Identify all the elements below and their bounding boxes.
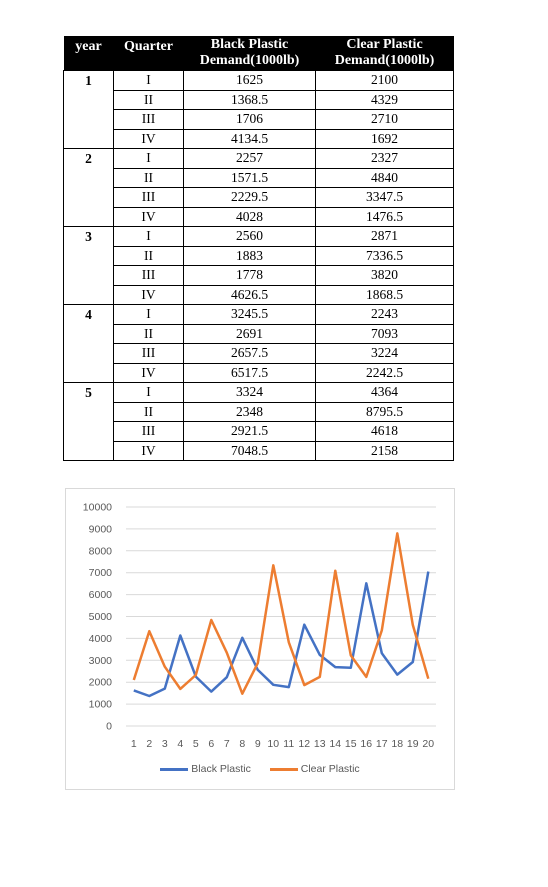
black-demand-cell: 2921.5 — [184, 422, 316, 442]
chart-plot — [66, 489, 454, 789]
table-row — [64, 246, 454, 266]
quarter-cell: III — [114, 422, 184, 442]
x-tick-label: 12 — [298, 738, 311, 750]
header-year: year — [64, 36, 114, 71]
demand-table — [63, 36, 454, 461]
quarter-cell: IV — [114, 441, 184, 461]
table-row — [64, 168, 454, 188]
x-tick-label: 14 — [329, 738, 342, 750]
year-cell — [64, 110, 114, 130]
year-cell — [64, 285, 114, 305]
x-tick-label: 9 — [254, 738, 261, 750]
table-row — [64, 110, 454, 130]
quarter-cell: IV — [114, 207, 184, 227]
x-tick-label: 11 — [283, 738, 295, 750]
table-row — [64, 90, 454, 110]
black-demand-cell: 6517.5 — [184, 363, 316, 383]
year-cell — [64, 129, 114, 149]
clear-demand-cell: 1692 — [316, 129, 454, 149]
quarter-cell: IV — [114, 285, 184, 305]
quarter-cell: IV — [114, 129, 184, 149]
year-cell — [64, 441, 114, 461]
x-tick-label: 17 — [375, 738, 388, 750]
quarter-cell: I — [114, 149, 184, 169]
clear-demand-cell: 4364 — [316, 383, 454, 403]
black-demand-cell: 3324 — [184, 383, 316, 403]
clear-demand-cell: 3347.5 — [316, 188, 454, 208]
clear-demand-cell: 4618 — [316, 422, 454, 442]
clear-demand-cell: 8795.5 — [316, 402, 454, 422]
quarter-cell: III — [114, 266, 184, 286]
quarter-cell: IV — [114, 363, 184, 383]
table-body — [64, 71, 454, 461]
black-demand-cell: 2257 — [184, 149, 316, 169]
black-demand-cell: 1368.5 — [184, 90, 316, 110]
table-row — [64, 266, 454, 286]
quarter-cell: II — [114, 402, 184, 422]
table-row — [64, 402, 454, 422]
clear-demand-cell: 1868.5 — [316, 285, 454, 305]
table-row — [64, 441, 454, 461]
x-tick-label: 7 — [223, 738, 230, 750]
black-demand-cell: 2657.5 — [184, 344, 316, 364]
quarter-cell: I — [114, 227, 184, 247]
quarter-cell: I — [114, 383, 184, 403]
x-tick-label: 13 — [313, 738, 326, 750]
legend-label-clear-plastic: Clear Plastic — [300, 763, 360, 775]
legend-item-black-plastic — [160, 763, 251, 775]
x-tick-label: 18 — [391, 738, 404, 750]
line-chart — [65, 488, 455, 790]
table-row — [64, 149, 454, 169]
year-cell — [64, 246, 114, 266]
clear-demand-cell: 2871 — [316, 227, 454, 247]
year-cell: 4 — [64, 305, 114, 325]
table-row — [64, 344, 454, 364]
y-tick-label: 1000 — [88, 698, 112, 711]
clear-demand-cell: 2710 — [316, 110, 454, 130]
y-tick-label: 6000 — [88, 589, 112, 602]
x-tick-label: 15 — [344, 738, 357, 750]
clear-demand-cell: 4329 — [316, 90, 454, 110]
header-quarter: Quarter — [114, 36, 184, 71]
x-tick-label: 10 — [267, 738, 280, 750]
header-black-plastic — [184, 36, 316, 71]
x-tick-label: 2 — [146, 738, 153, 750]
x-tick-label: 6 — [208, 738, 215, 750]
quarter-cell: II — [114, 90, 184, 110]
black-demand-cell: 2348 — [184, 402, 316, 422]
table-row — [64, 129, 454, 149]
legend-swatch-clear-plastic — [270, 768, 298, 771]
clear-demand-cell: 1476.5 — [316, 207, 454, 227]
clear-demand-cell: 7093 — [316, 324, 454, 344]
year-cell — [64, 422, 114, 442]
table-header-row — [64, 36, 454, 71]
black-demand-cell: 1883 — [184, 246, 316, 266]
table-row — [64, 285, 454, 305]
y-tick-label: 3000 — [88, 654, 112, 667]
quarter-cell: I — [114, 71, 184, 91]
x-tick-label: 20 — [422, 738, 435, 750]
year-cell — [64, 207, 114, 227]
chart-legend — [66, 763, 454, 775]
x-tick-label: 4 — [177, 738, 184, 750]
year-cell: 3 — [64, 227, 114, 247]
x-tick-label: 5 — [192, 738, 199, 750]
year-cell — [64, 266, 114, 286]
legend-item-clear-plastic — [270, 763, 360, 775]
header-clear-plastic — [316, 36, 454, 71]
series-line-black-plastic — [134, 572, 429, 696]
table-row — [64, 227, 454, 247]
black-demand-cell: 2691 — [184, 324, 316, 344]
table-row — [64, 324, 454, 344]
y-tick-label: 0 — [106, 720, 112, 733]
black-demand-cell: 1778 — [184, 266, 316, 286]
black-demand-cell: 4028 — [184, 207, 316, 227]
year-cell: 1 — [64, 71, 114, 91]
quarter-cell: II — [114, 324, 184, 344]
quarter-cell: II — [114, 246, 184, 266]
clear-demand-cell: 3820 — [316, 266, 454, 286]
x-tick-label: 16 — [360, 738, 373, 750]
y-tick-label: 8000 — [88, 545, 112, 558]
table-row — [64, 383, 454, 403]
black-demand-cell: 3245.5 — [184, 305, 316, 325]
header-black-line2: Demand(1000lb) — [199, 53, 300, 68]
year-cell — [64, 402, 114, 422]
black-demand-cell: 4626.5 — [184, 285, 316, 305]
table-row — [64, 305, 454, 325]
year-cell — [64, 168, 114, 188]
y-tick-label: 2000 — [88, 676, 112, 689]
year-cell — [64, 344, 114, 364]
x-tick-label: 1 — [130, 738, 137, 750]
table-row — [64, 363, 454, 383]
clear-demand-cell: 2242.5 — [316, 363, 454, 383]
y-tick-label: 7000 — [88, 567, 112, 580]
x-tick-label: 3 — [161, 738, 168, 750]
quarter-cell: III — [114, 344, 184, 364]
header-clear-line2: Demand(1000lb) — [334, 53, 435, 68]
black-demand-cell: 1706 — [184, 110, 316, 130]
year-cell — [64, 363, 114, 383]
clear-demand-cell: 2327 — [316, 149, 454, 169]
table-row — [64, 71, 454, 91]
black-demand-cell: 2560 — [184, 227, 316, 247]
y-tick-label: 10000 — [82, 501, 112, 514]
black-demand-cell: 1571.5 — [184, 168, 316, 188]
clear-demand-cell: 2158 — [316, 441, 454, 461]
legend-label-black-plastic: Black Plastic — [191, 763, 251, 775]
black-demand-cell: 7048.5 — [184, 441, 316, 461]
black-demand-cell: 2229.5 — [184, 188, 316, 208]
y-tick-label: 5000 — [88, 611, 112, 623]
x-tick-label: 19 — [406, 738, 419, 750]
quarter-cell: I — [114, 305, 184, 325]
x-tick-label: 8 — [239, 738, 246, 750]
header-clear-line1: Clear Plastic — [346, 37, 423, 52]
clear-demand-cell: 2100 — [316, 71, 454, 91]
year-cell: 5 — [64, 383, 114, 403]
quarter-cell: II — [114, 168, 184, 188]
black-demand-cell: 1625 — [184, 71, 316, 91]
black-demand-cell: 4134.5 — [184, 129, 316, 149]
quarter-cell: III — [114, 110, 184, 130]
y-tick-label: 4000 — [88, 632, 112, 645]
clear-demand-cell: 7336.5 — [316, 246, 454, 266]
year-cell — [64, 188, 114, 208]
table-row — [64, 422, 454, 442]
series-line-clear-plastic — [134, 533, 429, 693]
table-row — [64, 207, 454, 227]
year-cell — [64, 90, 114, 110]
legend-swatch-black-plastic — [160, 768, 188, 771]
table-row — [64, 188, 454, 208]
header-black-line1: Black Plastic — [210, 37, 289, 52]
clear-demand-cell: 3224 — [316, 344, 454, 364]
quarter-cell: III — [114, 188, 184, 208]
year-cell — [64, 324, 114, 344]
clear-demand-cell: 4840 — [316, 168, 454, 188]
clear-demand-cell: 2243 — [316, 305, 454, 325]
y-tick-label: 9000 — [88, 523, 112, 536]
year-cell: 2 — [64, 149, 114, 169]
